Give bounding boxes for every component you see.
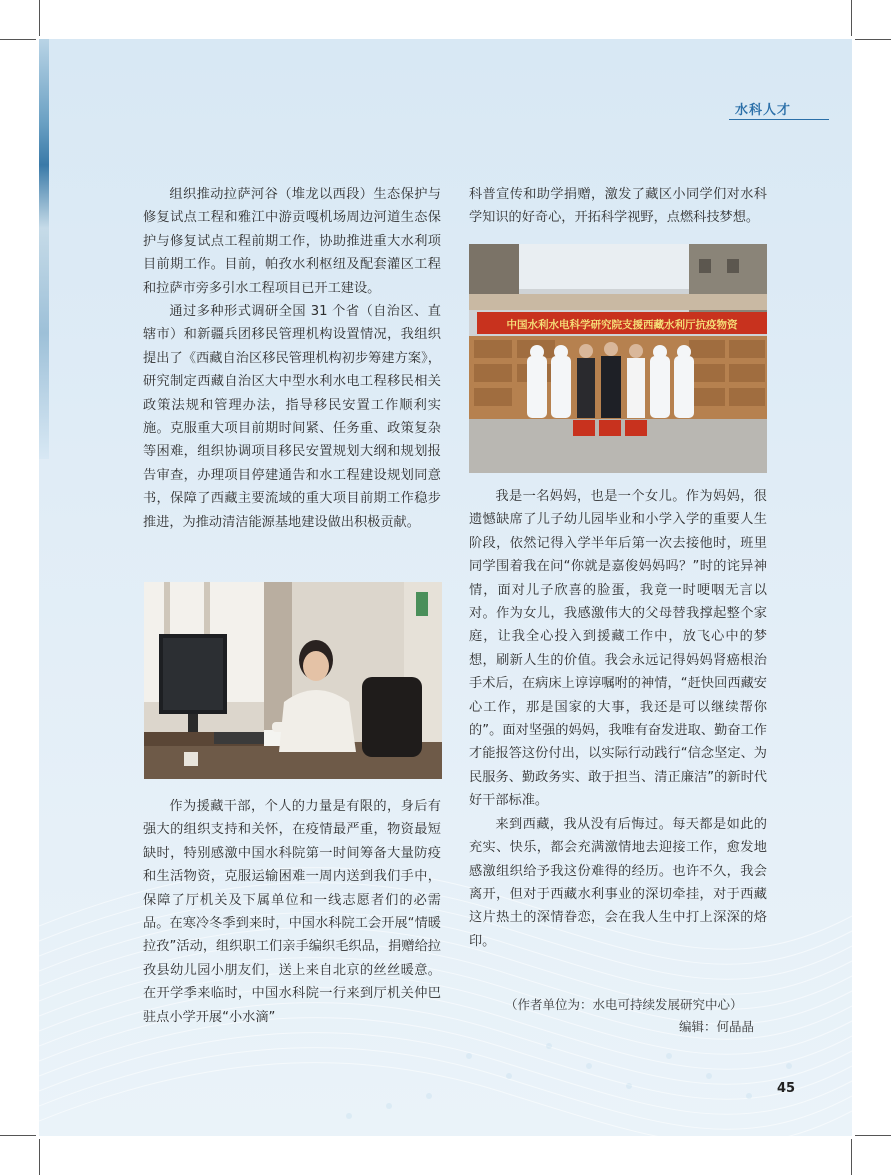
crop-mark [39,1139,40,1175]
banner-text: 中国水利水电科学研究院支援西藏水利厅抗疫物资 [506,319,738,331]
right-column-body [469,485,767,953]
section-tag: 水科人才 [735,103,792,118]
crop-mark [0,39,36,40]
magazine-page [39,39,852,1136]
paragraph: 作为援藏干部，个人的力量是有限的，身后有强大的组织支持和关怀，在疫情最严重，物资最短缺时，特别感激中国水科院第一时间筹备大量防疫和生活物资，克服运输困难一周内送到我们手中，保障了厅机关及下属单位和一线志愿者们的必需品。在寒冷冬季到来时，中国水科院工会开展“情暖拉孜”活动，组织职工们亲手编织毛织品，捐赠给拉孜县幼儿园小朋友们，送上来自北京的丝丝暖意。在开学季来临时，中国水科院一行来到厅机关仲巴驻点小学开展“小水滴” [143,799,441,1025]
crop-mark [851,1139,852,1175]
photo-donation [469,244,767,473]
crop-mark [855,1135,891,1136]
right-column-lead [469,183,767,230]
left-column-bottom [143,795,441,1029]
paragraph: 组织推动拉萨河谷（堆龙以西段）生态保护与修复试点工程和雅江中游贡嘎机场周边河道生态保护与修复试点工程前期工作，协助推进重大水利项目前期工作。目前，帕孜水利枢纽及配套灌区工程和拉萨市旁多引水工程项目已开工建设。 [143,187,441,296]
photo-office [144,582,442,779]
crop-mark [851,0,852,36]
editor-credit: 编辑：何晶晶 [679,1019,755,1034]
left-column-top [143,183,441,534]
paragraph: 我是一名妈妈，也是一个女儿。作为妈妈，很遗憾缺席了儿子幼儿园毕业和小学入学的重要人生阶段，依然记得入学半年后第一次去接他时，班里同学围着我在问“你就是嘉俊妈妈吗？”时的诧异神情，面对儿子欣喜的脸蛋，我竟一时哽咽无言以对。作为女儿，我感激伟大的父母替我撑起整个家庭，让我全心投入到援藏工作中，放飞心中的梦想，刷新人生的价值。我会永远记得妈妈肾癌根治手术后，在病床上谆谆嘱咐的神情，“赶快回西藏安心工作，那是国家的大事，我还是可以继续帮你的”。面对坚强的妈妈，我唯有奋发进取、勤奋工作才能报答这份付出，以实际行动践行“信念坚定、为民服务、勤政务实、敢于担当、清正廉洁”的新时代好干部标准。 [469,489,767,809]
page-number: 45 [777,1081,796,1096]
paragraph: 通过多种形式调研全国 31 个省（自治区、直辖市）和新疆兵团移民管理机构设置情况，我组织提出了《西藏自治区移民管理机构初步筹建方案》，研究制定西藏自治区大中型水利水电工程移民相关政策法规和管理办法，指导移民安置工作顺利实施。克服重大项目前期时间紧、任务重、政策复杂等困难，组织协调项目移民安置规划大纲和规划报告审查，办理项目停建通告和水工程建设规划同意书，保障了西藏主要流域的重大项目前期工作稳步推进，为推动清洁能源基地建设做出积极贡献。 [143,304,441,530]
author-credit: （作者单位为：水电可持续发展研究中心） [505,997,743,1012]
crop-mark [39,0,40,36]
crop-mark [855,39,891,40]
paragraph: 科普宣传和助学捐赠，激发了藏区小同学们对水科学知识的好奇心，开拓科学视野，点燃科技梦想。 [469,187,767,226]
paragraph: 来到西藏，我从没有后悔过。每天都是如此的充实、快乐，都会充满激情地去迎接工作，愈发地感激组织给予我这份难得的经历。也许不久，我会离开，但对于西藏水利事业的深切牵挂，对于西藏这片热土的深情眷恋，会在我人生中打上深深的烙印。 [469,816,767,949]
decorative-strip [39,39,49,459]
crop-mark [0,1135,36,1136]
section-tag-underline [729,119,829,120]
